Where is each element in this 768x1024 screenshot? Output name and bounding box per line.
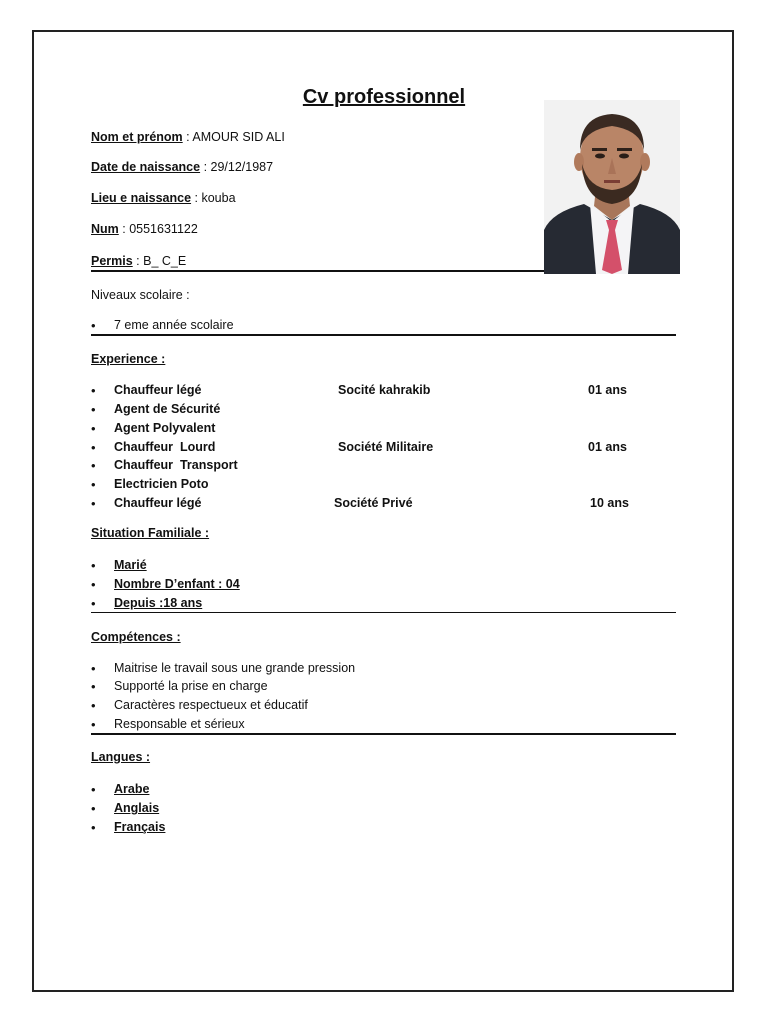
experience-company: Socité kahrakib bbox=[338, 383, 431, 397]
identity-phone-line: Num : 0551631122 bbox=[91, 222, 198, 236]
identity-birthplace-line: Lieu e naissance : kouba bbox=[91, 191, 236, 205]
competences-bullet: • bbox=[91, 679, 96, 694]
experience-duration: 01 ans bbox=[588, 440, 627, 454]
langues-heading: Langues : bbox=[91, 750, 151, 764]
divider-competences bbox=[91, 733, 676, 735]
divider-identity bbox=[91, 270, 544, 272]
experience-duration: 01 ans bbox=[588, 383, 627, 397]
experience-job: Agent Polyvalent bbox=[114, 421, 216, 435]
experience-job: Chauffeur Transport bbox=[114, 458, 238, 472]
experience-duration: 10 ans bbox=[590, 496, 629, 510]
experience-job: Agent de Sécurité bbox=[114, 402, 221, 416]
competences-item: Maitrise le travail sous une grande pression bbox=[114, 661, 356, 675]
experience-bullet: • bbox=[91, 477, 96, 492]
experience-heading: Experience : bbox=[91, 352, 166, 366]
situation-item: Marié bbox=[114, 558, 147, 572]
divider-situation bbox=[91, 612, 676, 613]
niveaux-item: 7 eme année scolaire bbox=[114, 318, 234, 332]
divider-niveaux bbox=[91, 334, 676, 336]
langues-item: Français bbox=[114, 820, 166, 834]
experience-bullet: • bbox=[91, 458, 96, 473]
niveaux-bullet: • bbox=[91, 318, 96, 333]
experience-job: Chauffeur légé bbox=[114, 383, 202, 397]
langues-item: Anglais bbox=[114, 801, 160, 815]
langues-bullet: • bbox=[91, 782, 96, 797]
experience-company: Société Militaire bbox=[338, 440, 434, 454]
competences-item: Responsable et sérieux bbox=[114, 717, 245, 731]
situation-item: Nombre D’enfant : 04 bbox=[114, 577, 240, 591]
experience-company: Société Privé bbox=[334, 496, 413, 510]
situation-bullet: • bbox=[91, 558, 96, 573]
experience-bullet: • bbox=[91, 496, 96, 511]
competences-item: Supporté la prise en charge bbox=[114, 679, 268, 693]
langues-bullet: • bbox=[91, 820, 96, 835]
langues-item: Arabe bbox=[114, 782, 150, 796]
identity-name-line: Nom et prénom : AMOUR SID ALI bbox=[91, 130, 285, 144]
competences-bullet: • bbox=[91, 661, 96, 676]
competences-heading: Compétences : bbox=[91, 630, 181, 644]
experience-bullet: • bbox=[91, 383, 96, 398]
identity-birthdate-line: Date de naissance : 29/12/1987 bbox=[91, 160, 274, 174]
experience-bullet: • bbox=[91, 421, 96, 436]
experience-bullet: • bbox=[91, 402, 96, 417]
experience-job: Electricien Poto bbox=[114, 477, 209, 491]
competences-item: Caractères respectueux et éducatif bbox=[114, 698, 308, 712]
competences-bullet: • bbox=[91, 717, 96, 732]
cv-title: Cv professionnel bbox=[302, 86, 466, 108]
situation-bullet: • bbox=[91, 596, 96, 611]
profile-photo bbox=[544, 100, 680, 274]
competences-bullet: • bbox=[91, 698, 96, 713]
situation-bullet: • bbox=[91, 577, 96, 592]
identity-license-line: Permis : B_ C_E bbox=[91, 254, 187, 268]
situation-item: Depuis :18 ans bbox=[114, 596, 203, 610]
langues-bullet: • bbox=[91, 801, 96, 816]
experience-bullet: • bbox=[91, 440, 96, 455]
experience-job: Chauffeur Lourd bbox=[114, 440, 216, 454]
experience-job: Chauffeur légé bbox=[114, 496, 202, 510]
situation-heading: Situation Familiale : bbox=[91, 526, 210, 540]
niveaux-heading: Niveaux scolaire : bbox=[91, 288, 190, 302]
